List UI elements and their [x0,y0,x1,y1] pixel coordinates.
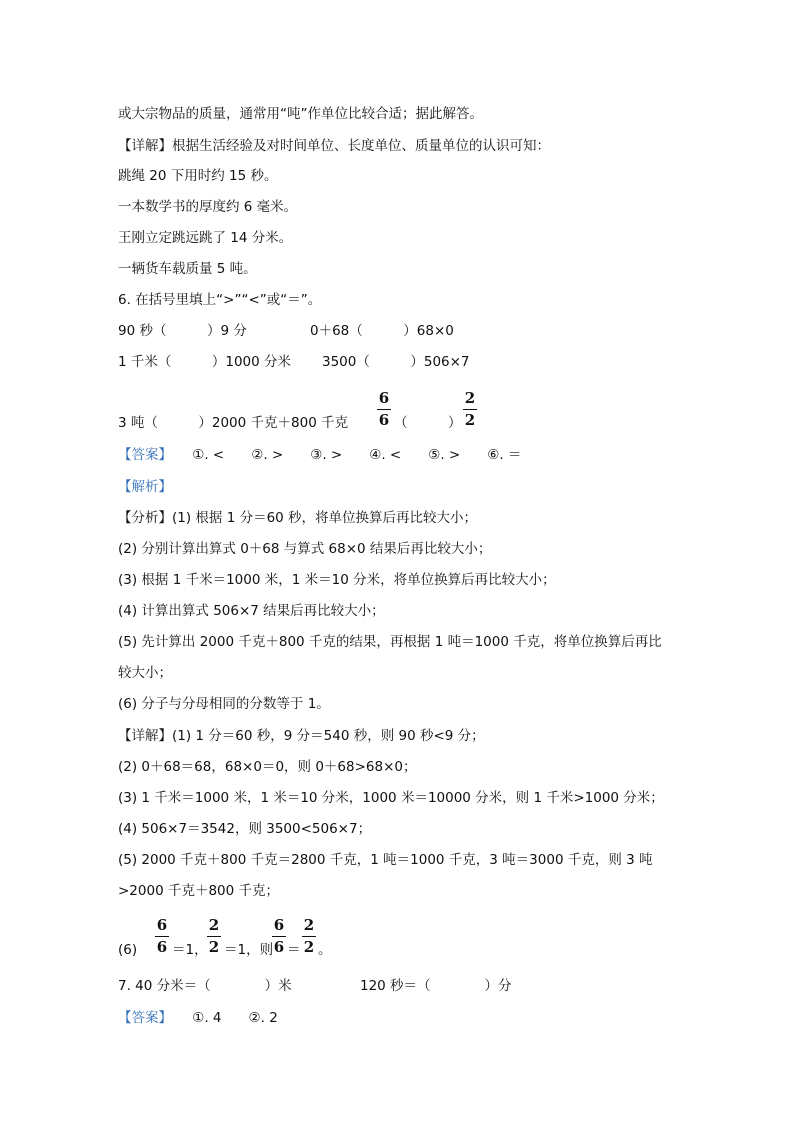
analysis-line-2: (2) 分别计算出算式 0＋68 与算式 68×0 结果后再比较大小； [118,541,492,557]
question-6-title: 6. 在括号里填上“>”“<”或“＝”。 [118,292,322,308]
line-5: 王刚立定跳远跳了 14 分米。 [118,230,293,246]
detail-line-6-eq2: ＝1，则 [224,942,274,958]
question-6-item-c: 1 千米（ ）1000 分米 [118,354,292,370]
answer-7: 【答案】 ①. 4 ②. 2 [118,1010,278,1026]
detail-line-6-eq1: ＝1， [172,942,208,958]
analysis-line-3: (3) 根据 1 千米＝1000 米，1 米＝10 分米，将单位换算后再比较大小； [118,572,556,588]
detail-line-4: (4) 506×7＝3542，则 3500<506×7； [118,821,372,837]
analysis-line-6: (6) 分子与分母相同的分数等于 1。 [118,696,330,712]
question-6-item-e: 3 吨（ ）2000 千克＋800 千克 [118,415,349,431]
question-7-b: 120 秒＝（ ）分 [360,978,512,994]
detail-line-3: (3) 1 千米＝1000 米，1 米＝10 分米，1000 米＝10000 分米，则 1 千米>1000 分米； [118,790,664,806]
question-6-item-d: 3500（ ）506×7 [322,354,470,370]
line-4: 一本数学书的厚度约 6 毫米。 [118,199,298,215]
analysis-line-4: (4) 计算出算式 506×7 结果后再比较大小； [118,603,385,619]
question-6-item-b: 0＋68（ ）68×0 [310,323,454,339]
analysis-line-5: (5) 先计算出 2000 千克＋800 千克的结果，再根据 1 吨＝1000 千克，将单位换算后再比 [118,634,662,650]
detail-fraction-six-b: 6 6 [273,916,285,956]
answer-6: 【答案】 ①. < ②. > ③. > ④. < ⑤. > ⑥. ＝ [118,447,522,463]
detail-line-5: (5) 2000 千克＋800 千克＝2800 千克，1 吨＝1000 千克，3 吨＝3000 千克，则 3 吨 [118,852,653,868]
detail-line-1: 【详解】(1) 1 分＝60 秒，9 分＝540 秒，则 90 秒<9 分； [118,728,485,744]
detail-tag: 【详解】 [118,138,172,154]
line-6: 一辆货车载质量 5 吨。 [118,261,257,277]
detail-fraction-two-a: 2 2 [208,916,220,956]
question-6-item-f-blank: （ ） [394,415,462,431]
analysis-line-1: 【分析】(1) 根据 1 分＝60 秒，将单位换算后再比较大小； [118,510,478,526]
fraction-two-halves: 2 2 [464,389,476,429]
line-2: 【详解】根据生活经验及对时间单位、长度单位、质量单位的认识可知： [118,138,550,154]
analysis-tag: 【解析】 [118,479,172,495]
line-1: 或大宗物品的质量，通常用“吨”作单位比较合适；据此解答。 [118,106,483,122]
detail-fraction-six-a: 6 6 [156,916,168,956]
analysis-line-5b: 较大小； [118,665,172,681]
detail-line-2: (2) 0＋68＝68，68×0＝0，则 0＋68>68×0； [118,759,417,775]
line-3: 跳绳 20 下用时约 15 秒。 [118,168,278,184]
detail-line-6-prefix: (6) [118,942,138,958]
detail-line-5b: >2000 千克＋800 千克； [118,883,280,899]
question-7-a: 7. 40 分米＝（ ）米 [118,978,292,994]
question-6-item-a: 90 秒（ ）9 分 [118,323,247,339]
answer-7-tag: 【答案】 [118,1010,166,1026]
detail-fraction-two-b: 2 2 [303,916,315,956]
detail-line-6-eq: ＝ [287,942,301,958]
answer-tag: 【答案】 [118,447,166,463]
detail-line-6-end: 。 [318,942,332,958]
fraction-six-sixths: 6 6 [378,389,390,429]
